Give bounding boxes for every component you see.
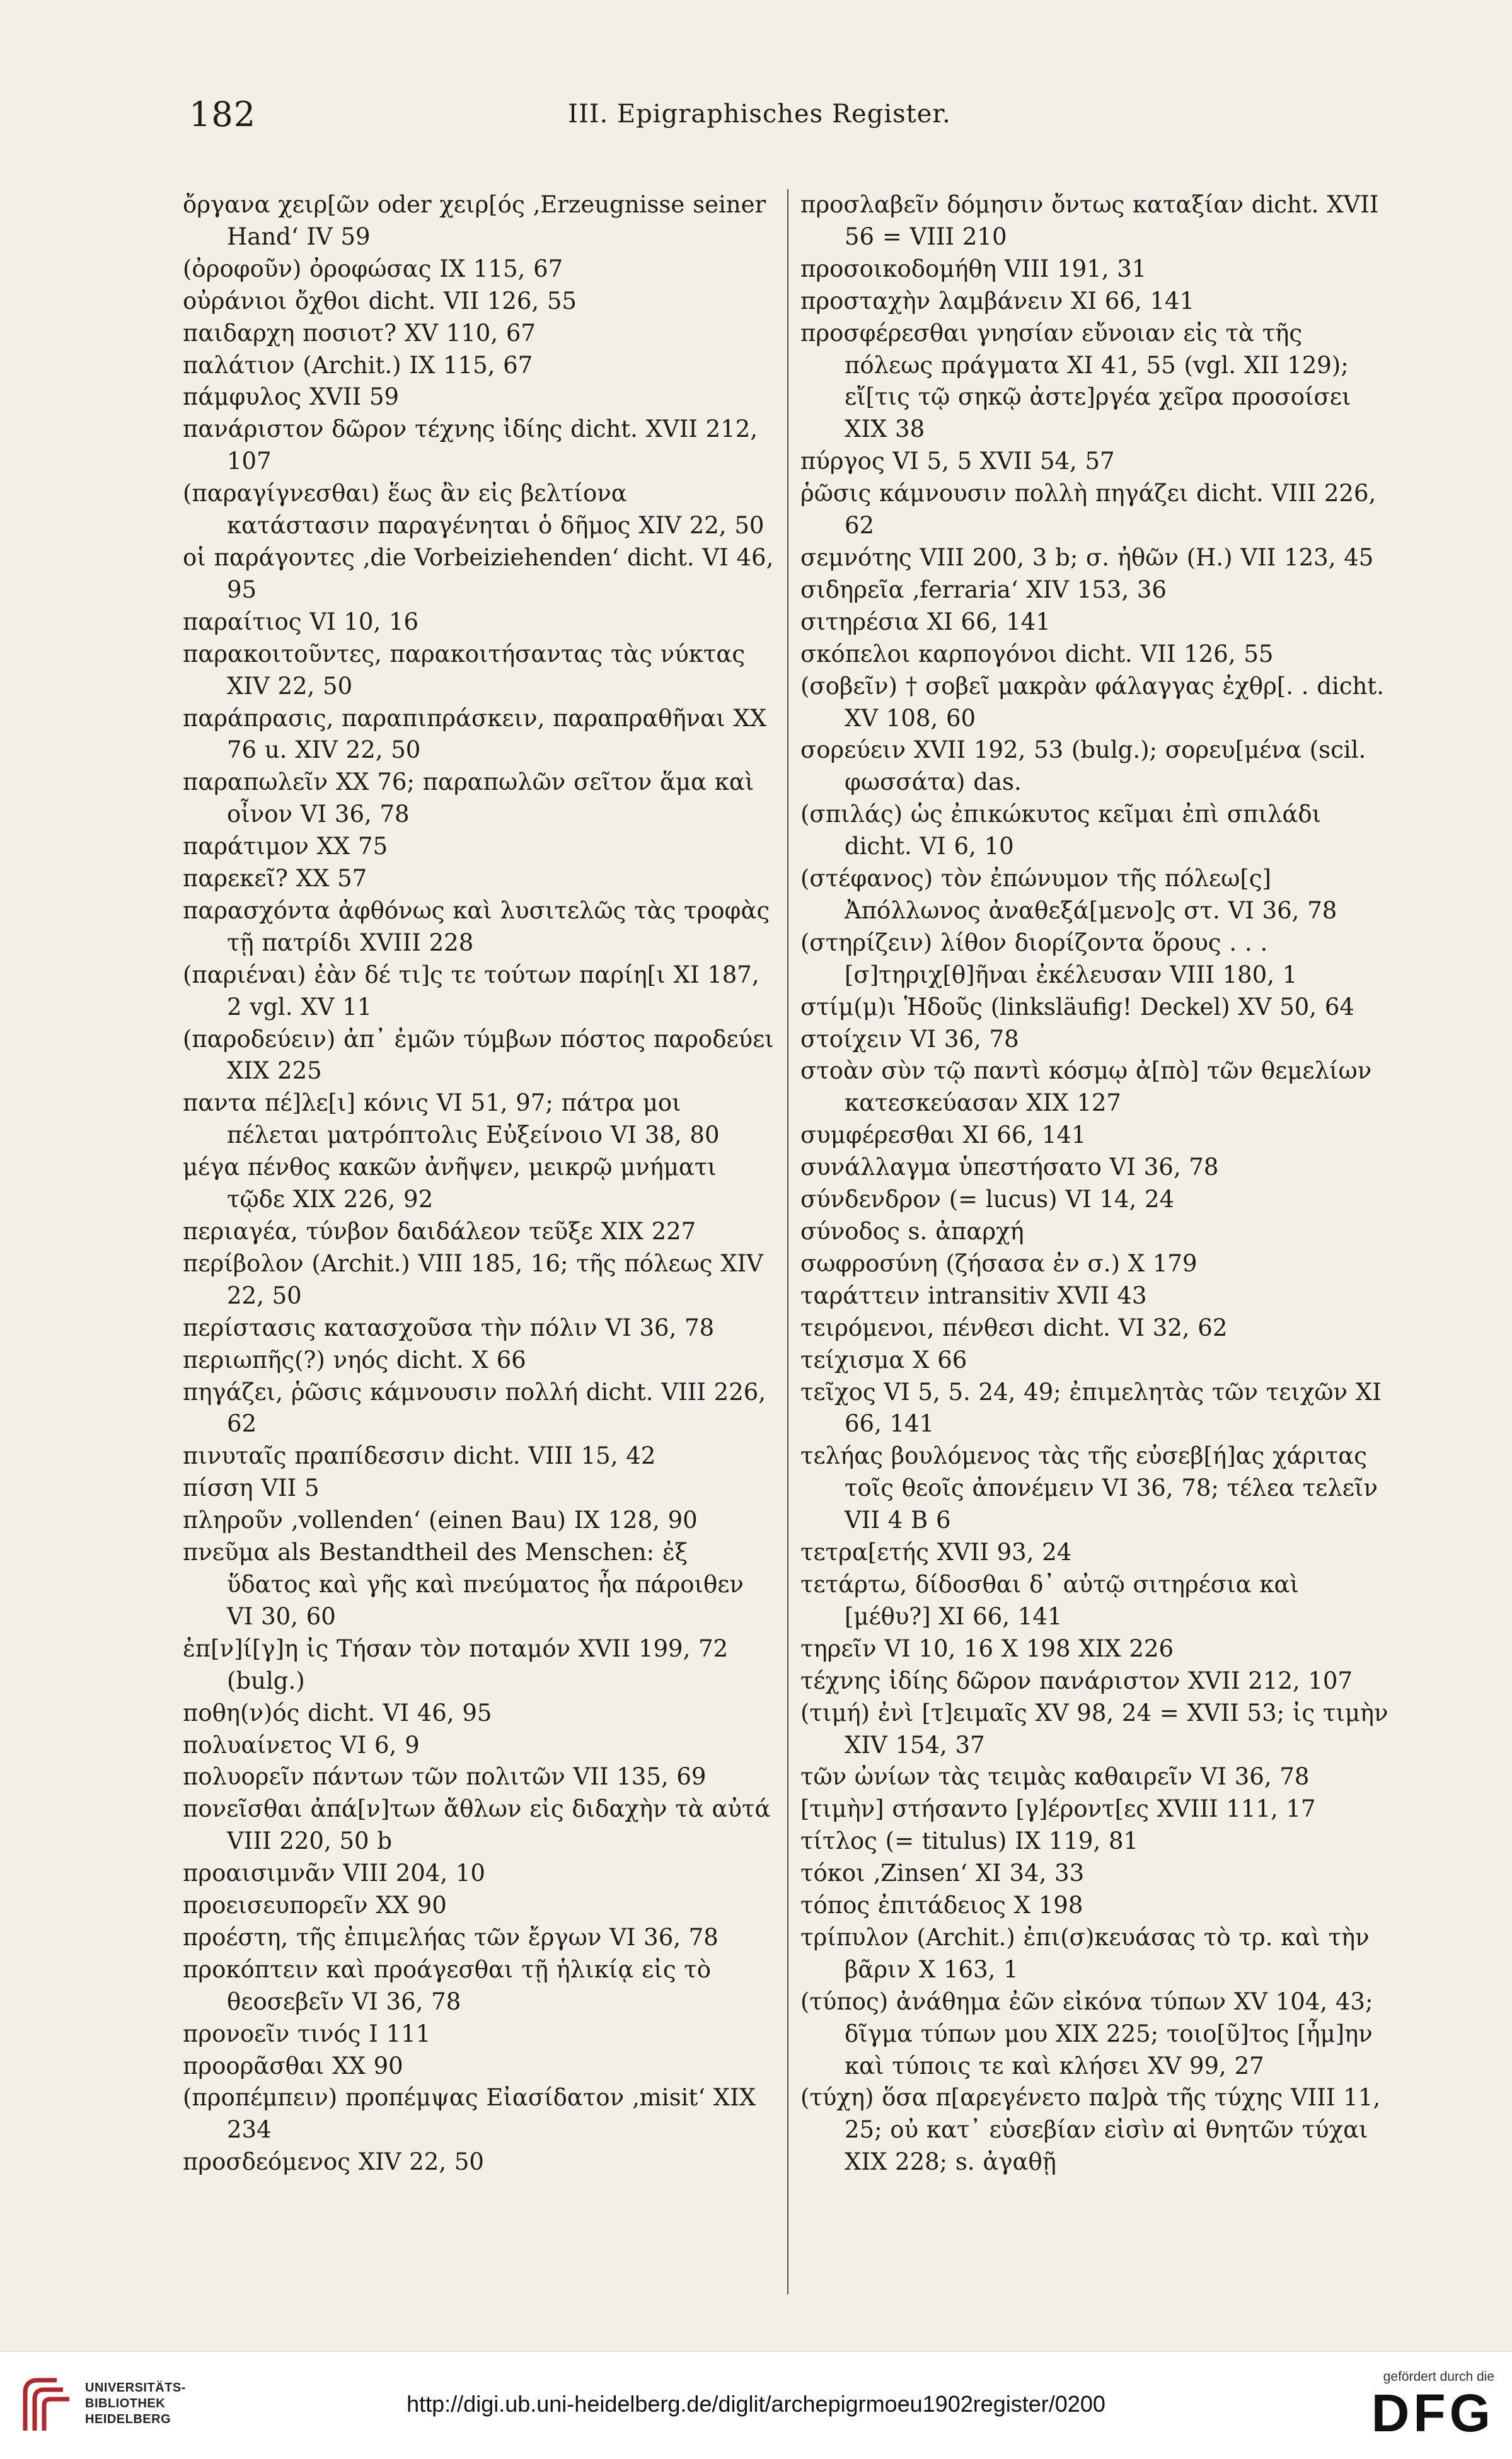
register-entry: μέγα πένθος κακῶν ἀνῆψεν, μεικρῷ μνήματι τῷδε XIX 226, 92 bbox=[183, 1154, 717, 1213]
running-title: III. Epigraphisches Register. bbox=[568, 100, 951, 129]
register-entry: σεμνότης VIII 200, 3 b; σ. ἠθῶν (H.) VII 123, 45 bbox=[800, 543, 1374, 571]
register-entry: περίστασις κατασχοῦσα τὴν πόλιν VI 36, 78 bbox=[183, 1314, 715, 1341]
page-number: 182 bbox=[189, 95, 257, 134]
register-entry: στίμ(μ)ι Ἡδοῦς (linksläufig! Deckel) XV 50, 64 bbox=[800, 993, 1354, 1021]
register-entry: πνεῦμα als Bestandtheil des Menschen: ἐξ ὕδατος καὶ γῆς καὶ πνεύματος ἦα πάροιθεν VI 30, 60 bbox=[183, 1539, 744, 1630]
register-entry: τελήας βουλόμενος τὰς τῆς εὐσεβ[ή]ας χάριτας τοῖς θεοῖς ἀπονέμειν VI 36, 78; τέλεα τελεῖν VII 4 B 6 bbox=[800, 1442, 1378, 1534]
register-entry: [τιμὴν] στήσαντο [γ]έροντ[ες XVIII 111, 17 bbox=[800, 1795, 1316, 1823]
register-entry: πηγάζει, ῥῶσις κάμνουσιν πολλή dicht. VIII 226, 62 bbox=[183, 1378, 766, 1438]
register-entry: περίβολον (Archit.) VIII 185, 16; τῆς πόλεως XIV 22, 50 bbox=[183, 1249, 763, 1309]
register-entry: προσδεόμενος XIV 22, 50 bbox=[183, 2148, 484, 2176]
register-entry: προαισιμνᾶν VIII 204, 10 bbox=[183, 1860, 485, 1887]
column-divider bbox=[787, 189, 788, 2294]
register-entry: παιδαρχη ποσιοτ? XV 110, 67 bbox=[183, 319, 536, 347]
register-entry: παράπρασις, παραπιπράσκειν, παραπραθῆναι XX 76 u. XIV 22, 50 bbox=[183, 704, 767, 764]
register-entry: πανάριστον δῶρον τέχνης ἰδίης dicht. XVII 212, 107 bbox=[183, 415, 758, 475]
register-entry: (παροδεύειν) ἀπ᾽ ἐμῶν τύμβων πόστος παροδεύει XIX 225 bbox=[183, 1025, 774, 1085]
register-entry: τόπος ἐπιτάδειος X 198 bbox=[800, 1892, 1083, 1919]
register-entry: περιαγέα, τύνβον δαιδάλεον τεῦξε XIX 227 bbox=[183, 1218, 696, 1245]
register-entry: παντα πέ]λε[ι] κόνις VI 51, 97; πάτρα μοι πέλεται ματρόπτολις Εὐξείνοιο VI 38, 80 bbox=[183, 1089, 720, 1149]
register-entry: τίτλος (= titulus) IX 119, 81 bbox=[800, 1827, 1139, 1855]
register-entry: συνάλλαγμα ὑπεστήσατο VI 36, 78 bbox=[800, 1154, 1219, 1181]
left-column bbox=[183, 189, 775, 2178]
page-header bbox=[189, 95, 1330, 145]
register-entry: (παριέναι) ἐὰν δέ τι]ς τε τούτων παρίη[ι XI 187, 2 vgl. XV 11 bbox=[183, 961, 759, 1021]
permalink-url[interactable]: http://digi.ub.uni-heidelberg.de/diglit/archepigrmoeu1902register/0200 bbox=[407, 2391, 1105, 2417]
register-entry: πολυορεῖν πάντων τῶν πολιτῶν VII 135, 69 bbox=[183, 1763, 707, 1791]
register-entry: τετάρτω, δίδοσθαι δ᾽ αὐτῷ σιτηρέσια καὶ [μέθυ?] XI 66, 141 bbox=[800, 1570, 1299, 1630]
register-entry: (στηρίζειν) λίθον διορίζοντα ὅρους . . . [σ]τηριχ[θ]ῆναι ἐκέλευσαν VIII 180, 1 bbox=[800, 929, 1298, 988]
register-entry: πληροῦν ‚vollenden‘ (einen Bau) IX 128, 90 bbox=[183, 1507, 698, 1534]
register-entry: παλάτιον (Archit.) IX 115, 67 bbox=[183, 351, 533, 379]
register-entry: πάμφυλος XVII 59 bbox=[183, 383, 400, 411]
footer-bar bbox=[0, 2351, 1512, 2459]
register-entry: (σοβεῖν) † σοβεῖ μακρὰν φάλαγγας ἐχθρ[. . dicht. XV 108, 60 bbox=[800, 672, 1385, 732]
register-entry: ποθη(ν)ός dicht. VI 46, 95 bbox=[183, 1699, 492, 1727]
register-entry: τέχνης ἰδίης δῶρον πανάριστον XVII 212, 107 bbox=[800, 1667, 1353, 1694]
register-entry: (ὀροφοῦν) ὀροφώσας IX 115, 67 bbox=[183, 255, 563, 282]
register-entry: παράτιμον XX 75 bbox=[183, 833, 388, 860]
register-entry: πινυταῖς πραπίδεσσιν dicht. VIII 15, 42 bbox=[183, 1442, 656, 1470]
register-entry: σορεύειν XVII 192, 53 (bulg.); σορευ[μένα (scil. φωσσάτα) das. bbox=[800, 736, 1366, 796]
right-column bbox=[800, 189, 1393, 2178]
register-entry: τειρόμενοι, πένθεσι dicht. VI 32, 62 bbox=[800, 1314, 1228, 1341]
register-entry: ταράττειν intransitiv XVII 43 bbox=[800, 1282, 1147, 1309]
funded-by-label: gefördert durch die bbox=[1383, 2369, 1494, 2384]
library-name-line-2: BIBLIOTHEK bbox=[85, 2397, 166, 2410]
register-entry: (προπέμπειν) προπέμψας Εἰασίδατον ‚misit‘ XIX 234 bbox=[183, 2084, 756, 2144]
library-name-line-3: HEIDELBERG bbox=[85, 2412, 171, 2426]
register-entry: στοὰν σὺν τῷ παντὶ κόσμῳ ἀ[πὸ] τῶν θεμελίων κατεσκεύασαν XIX 127 bbox=[800, 1057, 1372, 1117]
register-entry: ῥῶσις κάμνουσιν πολλὴ πηγάζει dicht. VIII 226, 62 bbox=[800, 480, 1376, 540]
register-entry: ὄργανα χειρ[ῶν oder χειρ[ός ‚Erzeugnisse seiner Hand‘ IV 59 bbox=[183, 191, 766, 250]
register-entry: τετρα[ετής XVII 93, 24 bbox=[800, 1539, 1072, 1566]
register-entry: τηρεῖν VI 10, 16 X 198 XIX 226 bbox=[800, 1635, 1174, 1662]
register-entry: παραπωλεῖν XX 76; παραπωλῶν σεῖτον ἅμα καὶ οἶνον VI 36, 78 bbox=[183, 768, 754, 828]
register-entry: οὐράνιοι ὄχθοι dicht. VII 126, 55 bbox=[183, 287, 577, 315]
register-entry: (τιμή) ἐνὶ [τ]ειμαῖς XV 98, 24 = XVII 53; ἰς τιμὴν XIV 154, 37 bbox=[800, 1699, 1388, 1759]
register-entry: πονεῖσθαι ἀπά[ν]των ἄθλων εἰς διδαχὴν τὰ αὐτά VIII 220, 50 b bbox=[183, 1795, 771, 1855]
register-entry: (τύπος) ἀνάθημα ἐῶν εἰκόνα τύπων XV 104, 43; δῖγμα τύπων μου XIX 225; τοιο[ῦ]τος [ἦμ]ην καὶ τύποις τε καὶ κλήσει XV 99, 27 bbox=[800, 1987, 1373, 2080]
register-entry: σκόπελοι καρπογόνοι dicht. VII 126, 55 bbox=[800, 640, 1274, 668]
register-entry: προορᾶσθαι XX 90 bbox=[183, 2052, 403, 2080]
register-entry: σωφροσύνη (ζήσασα ἐν σ.) X 179 bbox=[800, 1249, 1197, 1277]
register-entry: παρεκεῖ? XX 57 bbox=[183, 865, 367, 893]
register-entry: προεισευπορεῖν XX 90 bbox=[183, 1892, 447, 1919]
register-entry: πύργος VI 5, 5 XVII 54, 57 bbox=[800, 448, 1115, 475]
register-entry: στοίχειν VI 36, 78 bbox=[800, 1025, 1019, 1053]
register-entry: προνοεῖν τινός I 111 bbox=[183, 2020, 431, 2047]
register-entry: (παραγίγνεσθαι) ἕως ἂν εἰς βελτίονα κατάστασιν παραγένηται ὁ δῆμος XIV 22, 50 bbox=[183, 480, 765, 540]
register-entry: τρίπυλον (Archit.) ἐπι(σ)κευάσας τὸ τρ. καὶ τὴν βᾶριν X 163, 1 bbox=[800, 1923, 1370, 1983]
register-entry: προκόπτειν καὶ προάγεσθαι τῇ ἡλικίᾳ εἰς τὸ θεοσεβεῖν VI 36, 78 bbox=[183, 1955, 712, 2015]
register-entry: προσλαβεῖν δόμησιν ὄντως καταξίαν dicht. XVII 56 = VIII 210 bbox=[800, 191, 1379, 250]
register-entry: προσοικοδομήθη VIII 191, 31 bbox=[800, 255, 1147, 282]
register-entry: πίσση VII 5 bbox=[183, 1474, 320, 1502]
register-entry: προέστη, τῆς ἐπιμελήας τῶν ἔργων VI 36, 78 bbox=[183, 1923, 718, 1951]
register-entry: τείχισμα X 66 bbox=[800, 1346, 967, 1374]
library-name-line-1: UNIVERSITÄTS- bbox=[85, 2381, 186, 2395]
register-entry: οἱ παράγοντες ‚die Vorbeiziehenden‘ dicht. VI 46, 95 bbox=[183, 543, 774, 603]
register-entry: περιωπῆς(?) νηός dicht. X 66 bbox=[183, 1346, 526, 1374]
register-entry: σιτηρέσια XI 66, 141 bbox=[800, 608, 1051, 635]
funder-block[interactable] bbox=[1330, 2369, 1494, 2451]
register-entry: παρασχόντα ἀφθόνως καὶ λυσιτελῶς τὰς τροφὰς τῇ πατρίδι XVIII 228 bbox=[183, 896, 770, 956]
register-entry: προσφέρεσθαι γνησίαν εὔνοιαν εἰς τὰ τῆς πόλεως πράγματα XI 41, 55 (vgl. XII 129); εἴ[τις τῷ σηκῷ ἀστε]ργέα χεῖρα προσοίσει XIX 38 bbox=[800, 319, 1351, 443]
register-entry: τῶν ὠνίων τὰς τειμὰς καθαιρεῖν VI 36, 78 bbox=[800, 1763, 1310, 1791]
register-entry: σιδηρεῖα ‚ferraria‘ XIV 153, 36 bbox=[800, 576, 1167, 603]
register-entry: προσταχὴν λαμβάνειν XI 66, 141 bbox=[800, 287, 1195, 315]
dfg-logo: DFG bbox=[1371, 2383, 1494, 2443]
register-entry: τόκοι ‚Zinsen‘ XI 34, 33 bbox=[800, 1860, 1085, 1887]
register-entry: παρακοιτοῦντες, παρακοιτήσαντας τὰς νύκτας XIV 22, 50 bbox=[183, 640, 746, 700]
register-entry: (στέφανος) τὸν ἐπώνυμον τῆς πόλεω[ς] Ἀπόλλωνος ἀναθεξά[μενο]ς στ. VI 36, 78 bbox=[800, 865, 1337, 924]
register-entry: συμφέρεσθαι XI 66, 141 bbox=[800, 1121, 1087, 1149]
register-entry: παραίτιος VI 10, 16 bbox=[183, 608, 419, 635]
register-entry: πολυαίνετος VI 6, 9 bbox=[183, 1731, 420, 1759]
register-entry: σύνοδος s. ἀπαρχή bbox=[800, 1218, 1024, 1245]
register-entry: σύνδενδρον (= lucus) VI 14, 24 bbox=[800, 1186, 1175, 1213]
register-entry: (τύχη) ὅσα π[αρεγένετο πα]ρὰ τῆς τύχης VIII 11, 25; οὐ κατ᾽ εὐσεβίαν εἰσὶν αἱ θνητῶν τύχαι XIX 228; s. ἀγαθῇ bbox=[800, 2084, 1381, 2176]
register-entry: (σπιλάς) ὡς ἐπικώκυτος κεῖμαι ἐπὶ σπιλάδι dicht. VI 6, 10 bbox=[800, 801, 1322, 860]
register-entry: ἐπ[ν]ί[γ]η ἰς Τήσαν τὸν ποταμόν XVII 199, 72 (bulg.) bbox=[183, 1635, 729, 1694]
register-entry: τεῖχος VI 5, 5. 24, 49; ἐπιμελητὰς τῶν τειχῶν XI 66, 141 bbox=[800, 1378, 1382, 1438]
